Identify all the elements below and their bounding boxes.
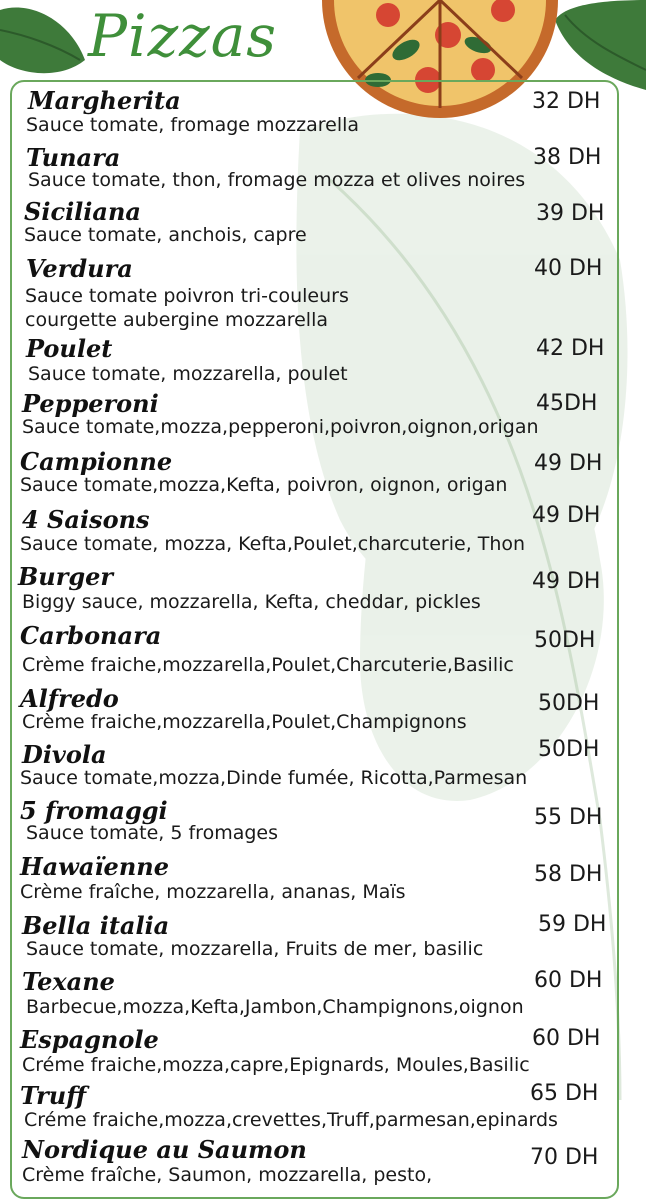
item-price: 49 DH <box>532 503 601 528</box>
item-price: 32 DH <box>532 89 601 114</box>
item-name: Bella italia <box>22 911 170 940</box>
item-description: Sauce tomate,mozza,Kefta, poivron, oignon, origan <box>20 474 508 496</box>
item-name: Nordique au Saumon <box>22 1135 307 1164</box>
item-description: Crème fraiche,mozzarella,Poulet,Champignons <box>22 711 467 733</box>
item-name: Divola <box>22 740 107 769</box>
item-name: 4 Saisons <box>22 505 150 534</box>
item-name: Poulet <box>26 334 113 363</box>
item-name: Hawaïenne <box>20 852 169 881</box>
item-name: Burger <box>18 562 114 591</box>
item-price: 42 DH <box>536 336 605 361</box>
item-description: Créme fraiche,mozza,crevettes,Truff,parmesan,epinards <box>24 1109 558 1131</box>
item-name: 5 fromaggi <box>20 796 168 825</box>
item-description: Crème fraîche, mozzarella, ananas, Maïs <box>20 881 406 903</box>
item-price: 50DH <box>538 737 600 762</box>
item-name: Campionne <box>20 447 173 476</box>
item-name: Texane <box>22 967 115 996</box>
item-name: Siciliana <box>24 197 141 226</box>
menu-title: Pizzas <box>88 2 278 70</box>
item-description: Sauce tomate, fromage mozzarella <box>26 114 360 136</box>
leaf-top-left <box>0 7 85 73</box>
item-price: 70 DH <box>530 1145 599 1170</box>
item-price: 49 DH <box>532 569 601 594</box>
item-name: Pepperoni <box>22 389 159 418</box>
item-description: Sauce tomate, mozzarella, Fruits de mer, basilic <box>26 938 484 960</box>
item-name: Truff <box>20 1081 87 1110</box>
item-description: Biggy sauce, mozzarella, Kefta, cheddar, pickles <box>22 591 481 613</box>
item-description: Sauce tomate,mozza,Dinde fumée, Ricotta,Parmesan <box>20 767 528 789</box>
item-price: 60 DH <box>534 968 603 993</box>
item-price: 39 DH <box>536 201 605 226</box>
item-description: Sauce tomate,mozza,pepperoni,poivron,oignon,origan <box>22 416 539 438</box>
item-price: 60 DH <box>532 1026 601 1051</box>
item-description: Sauce tomate, thon, fromage mozza et olives noires <box>28 169 526 191</box>
item-price: 49 DH <box>534 451 603 476</box>
item-name: Verdura <box>26 254 133 283</box>
item-price: 38 DH <box>533 145 602 170</box>
item-description: Sauce tomate, mozzarella, poulet <box>28 363 348 385</box>
item-name: Carbonara <box>20 621 162 650</box>
item-description: Crème fraiche,mozzarella,Poulet,Charcuterie,Basilic <box>22 654 514 676</box>
item-price: 50DH <box>538 691 600 716</box>
item-description: Crème fraîche, Saumon, mozzarella, pesto, <box>22 1164 433 1186</box>
item-description: Sauce tomate, anchois, capre <box>24 224 307 246</box>
item-price: 45DH <box>536 391 598 416</box>
item-description: Barbecue,mozza,Kefta,Jambon,Champignons,oignon <box>26 996 524 1018</box>
item-price: 40 DH <box>534 256 603 281</box>
item-name: Margherita <box>28 86 181 115</box>
item-name: Tunara <box>26 143 121 172</box>
item-description: Sauce tomate poivron tri-couleurs <box>25 285 349 307</box>
item-price: 50DH <box>534 628 596 653</box>
item-description: Sauce tomate, 5 fromages <box>26 822 279 844</box>
item-price: 58 DH <box>534 862 603 887</box>
item-name: Espagnole <box>20 1025 159 1054</box>
item-description: Sauce tomate, mozza, Kefta,Poulet,charcuterie, Thon <box>20 533 526 555</box>
item-price: 65 DH <box>530 1081 599 1106</box>
item-price: 59 DH <box>538 912 607 937</box>
item-name: Alfredo <box>20 684 119 713</box>
item-description: Créme fraiche,mozza,capre,Epignards, Moules,Basilic <box>22 1054 530 1076</box>
item-description-line2: courgette aubergine mozzarella <box>25 309 328 331</box>
item-price: 55 DH <box>534 805 603 830</box>
